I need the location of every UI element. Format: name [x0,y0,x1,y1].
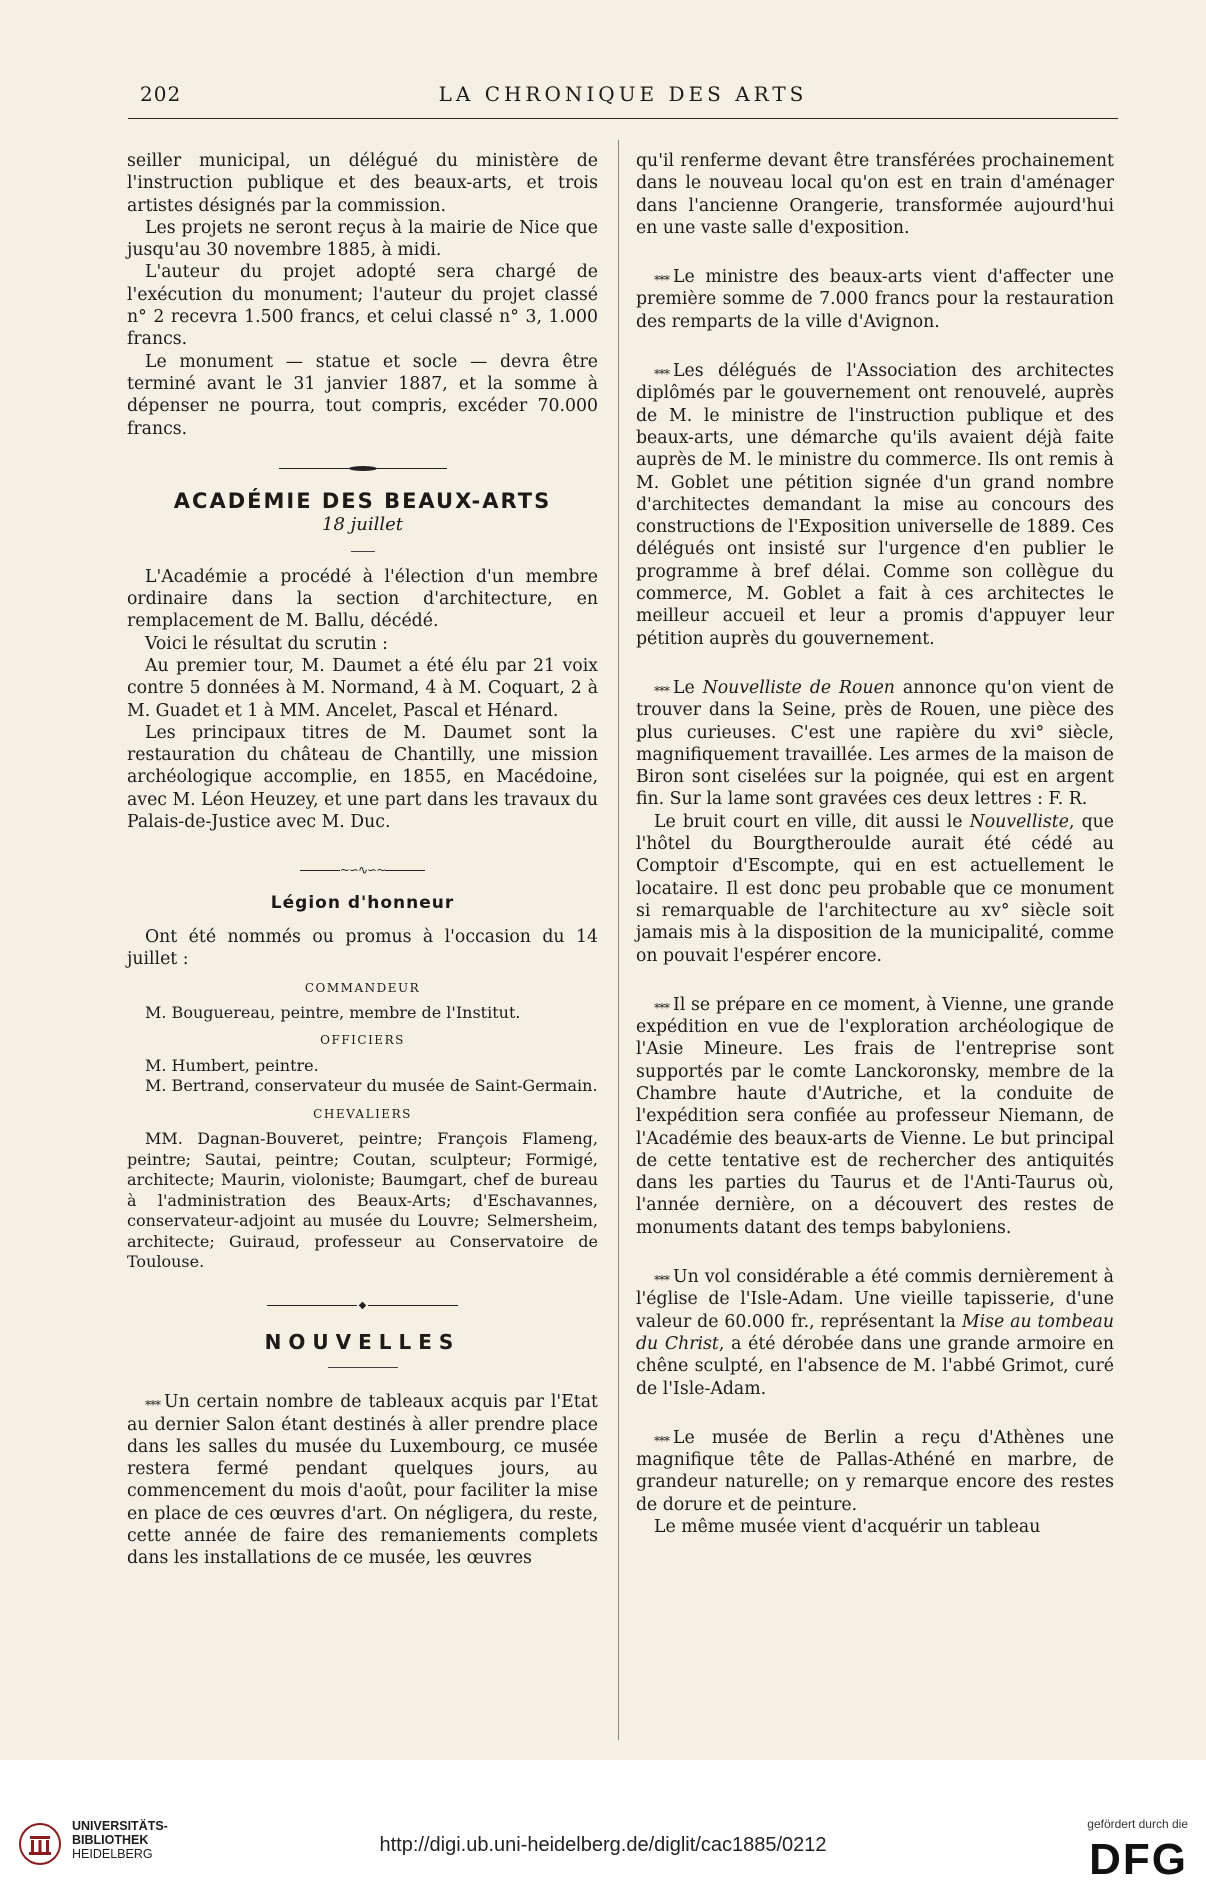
short-rule [351,551,375,552]
library-name: UNIVERSITÄTS- BIBLIOTHEK HEIDELBERG [72,1819,168,1861]
asterism-icon: ⁎⁎⁎ [145,1394,160,1409]
commandeur-heading: COMMANDEUR [304,980,421,995]
header-rule [128,118,1118,119]
dfg-logo: DFG [1089,1835,1188,1884]
officier-entry: M. Humbert, peintre. [145,1055,319,1075]
news-paragraph: ⁎⁎⁎ Il se prépare en ce moment, à Vienne, une grande expédition en vue de l'exploration archéologique de l'Asie Mineure. Les frais de l'entreprise sont supportés par le comte Lanckoronsky, membre de la Chambre haute d'Autriche, et la conduite de l'expédition sera confiée au professeur Niemann, de l'Académie des beaux-arts de Vienne. Le but principal de cette tentative est de rechercher des antiquités dans les parties du Taurus et de l'Anti-Taurus où, l'année dernière, on a découvert des restes de monuments datant des temps babyloniens. [636,994,1114,1238]
paragraph: Les projets ne seront reçus à la mairie de Nice que jusqu'au 30 novembre 1885, à midi. [127,217,598,261]
chevaliers-entry: MM. Dagnan-Bouveret, peintre; François Flameng, peintre; Sautai, peintre; Coutan, sculpteur; Formigé, architecte; Maurin, violoniste; Baumgart, chef de bureau à l'administration des Beaux-Arts; d'Eschavannes, conservateur-adjoint au musée du Louvre; Selmersheim, architecte; Guiraud, professeur au Conservatoire de Toulouse. [127,1129,598,1272]
chevaliers-heading: CHEVALIERS [313,1106,412,1121]
nouvelles-section-title: NOUVELLES [264,1330,461,1354]
paragraph: L'auteur du projet adopté sera chargé de l'exécution du monument; l'auteur du projet classé n° 2 recevra 1.500 francs, et celui classé n° 3, 1.000 francs. [127,262,598,350]
left-column [127,150,598,1570]
paragraph: Ont été nommés ou promus à l'occasion du 14 juillet : [127,927,598,970]
page-number: 202 [140,82,182,106]
journal-title: LA CHRONIQUE DES ARTS [438,82,808,106]
news-paragraph: ⁎⁎⁎ Un certain nombre de tableaux acquis par l'Etat au dernier Salon étant destinés à aller prendre place dans les salles du musée du Luxembourg, ce musée restera fermé pendant quelques jours, au commencement du mois d'août, pour faciliter la mise en place de ces œuvres d'art. On négligera, du reste, cette année de faire des remaniements complets dans les installations de ce musée, les œuvres [127,1392,598,1569]
asterism-icon: ⁎⁎⁎ [654,996,669,1011]
ornament-divider [127,458,598,480]
commandeur-entry: M. Bouguereau, peintre, membre de l'Institut. [145,1002,521,1022]
asterism-icon: ⁎⁎⁎ [654,679,669,694]
paragraph: Le bruit court en ville, dit aussi le Nouvelliste, que l'hôtel du Bourgtheroulde aurait été cédé au Comptoir d'Escompte, qui en est actuellement le locataire. Il est donc peu probable que ce monument si remarquable de l'architecture au xv° siècle soit jamais mis à la disposition de la municipalité, comme on pouvait l'espérer encore. [636,811,1114,966]
paragraph: Voici le résultat du scrutin : [145,633,389,654]
news-paragraph: ⁎⁎⁎ Le musée de Berlin a reçu d'Athènes une magnifique tête de Pallas-Athéné en marbre, de grandeur naturelle; on y remarque encore des restes de dorure et de peinture. [636,1427,1114,1515]
news-paragraph: ⁎⁎⁎ Un vol considérable a été commis dernièrement à l'église de l'Isle-Adam. Une vieille tapisserie, d'une valeur de 60.000 fr., représentant la Mise au tombeau du Christ, a été dérobée dans une grande armoire en chêne sculpté, en l'absence de M. l'abbé Grimot, curé de l'Isle-Adam. [636,1267,1114,1399]
paragraph: Le monument — statue et socle — devra être terminé avant le 31 janvier 1887, et la somme à dépenser ne pourra, tout compris, excéder 70.000 francs. [127,351,598,439]
asterism-icon: ⁎⁎⁎ [654,1269,669,1284]
academie-section-title: ACADÉMIE DES BEAUX-ARTS [173,489,552,514]
permalink-url[interactable]: http://digi.ub.uni-heidelberg.de/diglit/cac1885/0212 [379,1834,827,1856]
academie-date: 18 juillet [322,514,403,536]
short-rule [328,1367,398,1368]
ornament-divider: ~∽∿∽~ [127,859,598,881]
right-column [636,150,1114,1538]
viewer-footer [0,1760,1206,1895]
column-divider [618,140,619,1740]
asterism-icon: ⁎⁎⁎ [654,1429,669,1444]
news-paragraph: ⁎⁎⁎ Le Nouvelliste de Rouen annonce qu'on vient de trouver dans la Seine, près de Rouen, une pièce des plus curieuses. C'est une rapière du xvi° siècle, magnifiquement travaillée. Les armes de la maison de Biron sont ciselées sur la poignée, qui est en argent fin. Sur la lame sont gravées ces deux lettres : F. R. [636,677,1114,810]
paragraph: seiller municipal, un délégué du ministère de l'instruction publique et des beaux-arts, et trois artistes désignés par la commission. [127,151,598,216]
funding-note: gefördert durch die [1087,1817,1188,1831]
asterism-icon: ⁎⁎⁎ [654,363,669,378]
running-head [128,82,1118,108]
paragraph: Le même musée vient d'acquérir un tableau [654,1517,1041,1538]
paragraph: L'Académie a procédé à l'élection d'un membre ordinaire dans la section d'architecture, en remplacement de M. Ballu, décédé. [127,566,598,632]
paragraph: Au premier tour, M. Daumet a été élu par 21 voix contre 5 données à M. Normand, 4 à M. Coquart, 2 à M. Guadet et 1 à MM. Ancelet, Pascal et Hénard. [127,655,598,721]
news-paragraph: ⁎⁎⁎ Le ministre des beaux-arts vient d'affecter une première somme de 7.000 francs pour la restauration des remparts de la ville d'Avignon. [636,267,1114,332]
asterism-icon: ⁎⁎⁎ [654,269,669,284]
paragraph: qu'il renferme devant être transférées prochainement dans le nouveau local qu'on est en train d'aménager dans l'ancienne Orangerie, transformée aujourd'hui en une vaste salle d'exposition. [636,151,1114,238]
ornament-divider: ◆ [127,1295,598,1317]
paragraph: Les principaux titres de M. Daumet sont la restauration du château de Chantilly, une mission archéologique accomplie, en 1855, en Macédoine, avec M. Léon Heuzey, et une part dans les travaux du Palais-de-Justice avec M. Duc. [127,722,598,833]
news-paragraph: ⁎⁎⁎ Les délégués de l'Association des architectes diplômés par le gouvernement ont renouvelé, auprès de M. le ministre de l'instruction publique et des beaux-arts, une démarche qu'ils avaient déjà faite auprès de M. le ministre du commerce. Ils ont remis à M. Goblet une pétition signée d'un grand nombre d'architectes demandant la mise au concours des constructions de l'Exposition universelle de 1889. Ces délégués ont insisté sur l'urgence d'en publier le programme à bref délai. Comme son collègue du commerce, M. Goblet a fait à ces architectes le meilleur accueil et leur a promis d'appuyer leur pétition auprès du gouvernement. [636,361,1114,649]
officiers-heading: OFFICIERS [320,1033,405,1048]
legion-section-title: Légion d'honneur [270,892,455,913]
officier-entry: M. Bertrand, conservateur du musée de Saint-Germain. [145,1076,598,1096]
